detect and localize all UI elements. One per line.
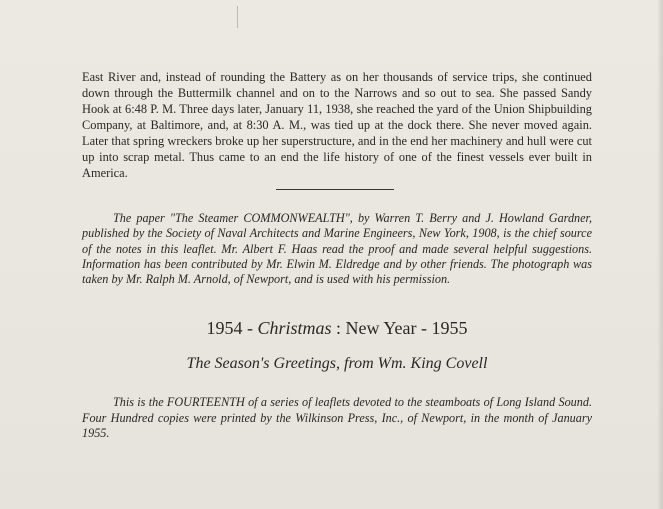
heading-new-year: : New Year - bbox=[336, 318, 427, 338]
season-greetings: The Season's Greetings, from Wm. King Covell bbox=[186, 355, 488, 372]
heading-year-start: 1954 - bbox=[206, 318, 253, 338]
narrative-paragraph: East River and, instead of rounding the Battery as on her thousands of service trips, she continued down through the Buttermilk channel and on to the Narrows and so out to sea. She passed Sandy Hook at 6:48 P. M. Three days later, January 11, 1938, she reached the yard of the Union Shipbuilding Company, at Baltimore, and, at 8:30 A. M., was tied up at the dock there. She never moved again. Later that spring wreckers broke up her superstructure, and in the end her machinery and hull were cut up into scrap metal. Thus came to an end the life history of one of the finest vessels ever built in America. bbox=[82, 70, 592, 180]
holiday-heading bbox=[82, 317, 592, 339]
credits-paragraph: The paper "The Steamer COMMONWEALTH", by Warren T. Berry and J. Howland Gardner, published by the Society of Naval Architects and Marine Engineers, New York, 1908, is the chief source of the notes in this leaflet. Mr. Albert F. Haas read the proof and made several helpful suggestions. Information has been contributed by Mr. Elwin M. Eldredge and by other friends. The photograph was taken by Mr. Ralph M. Arnold, of Newport, and is used with his permission. bbox=[82, 211, 592, 287]
section-divider bbox=[276, 189, 394, 190]
fold-crease bbox=[237, 6, 238, 28]
series-note: This is the FOURTEENTH of a series of leaflets devoted to the steamboats of Long Island Sound. Four Hundred copies were printed by the Wilkinson Press, Inc., of Newport, in the month of January 1955. bbox=[82, 395, 592, 441]
heading-year-end: 1955 bbox=[431, 318, 468, 338]
heading-christmas: Christmas bbox=[257, 318, 332, 338]
page-edge-shadow bbox=[657, 0, 663, 509]
